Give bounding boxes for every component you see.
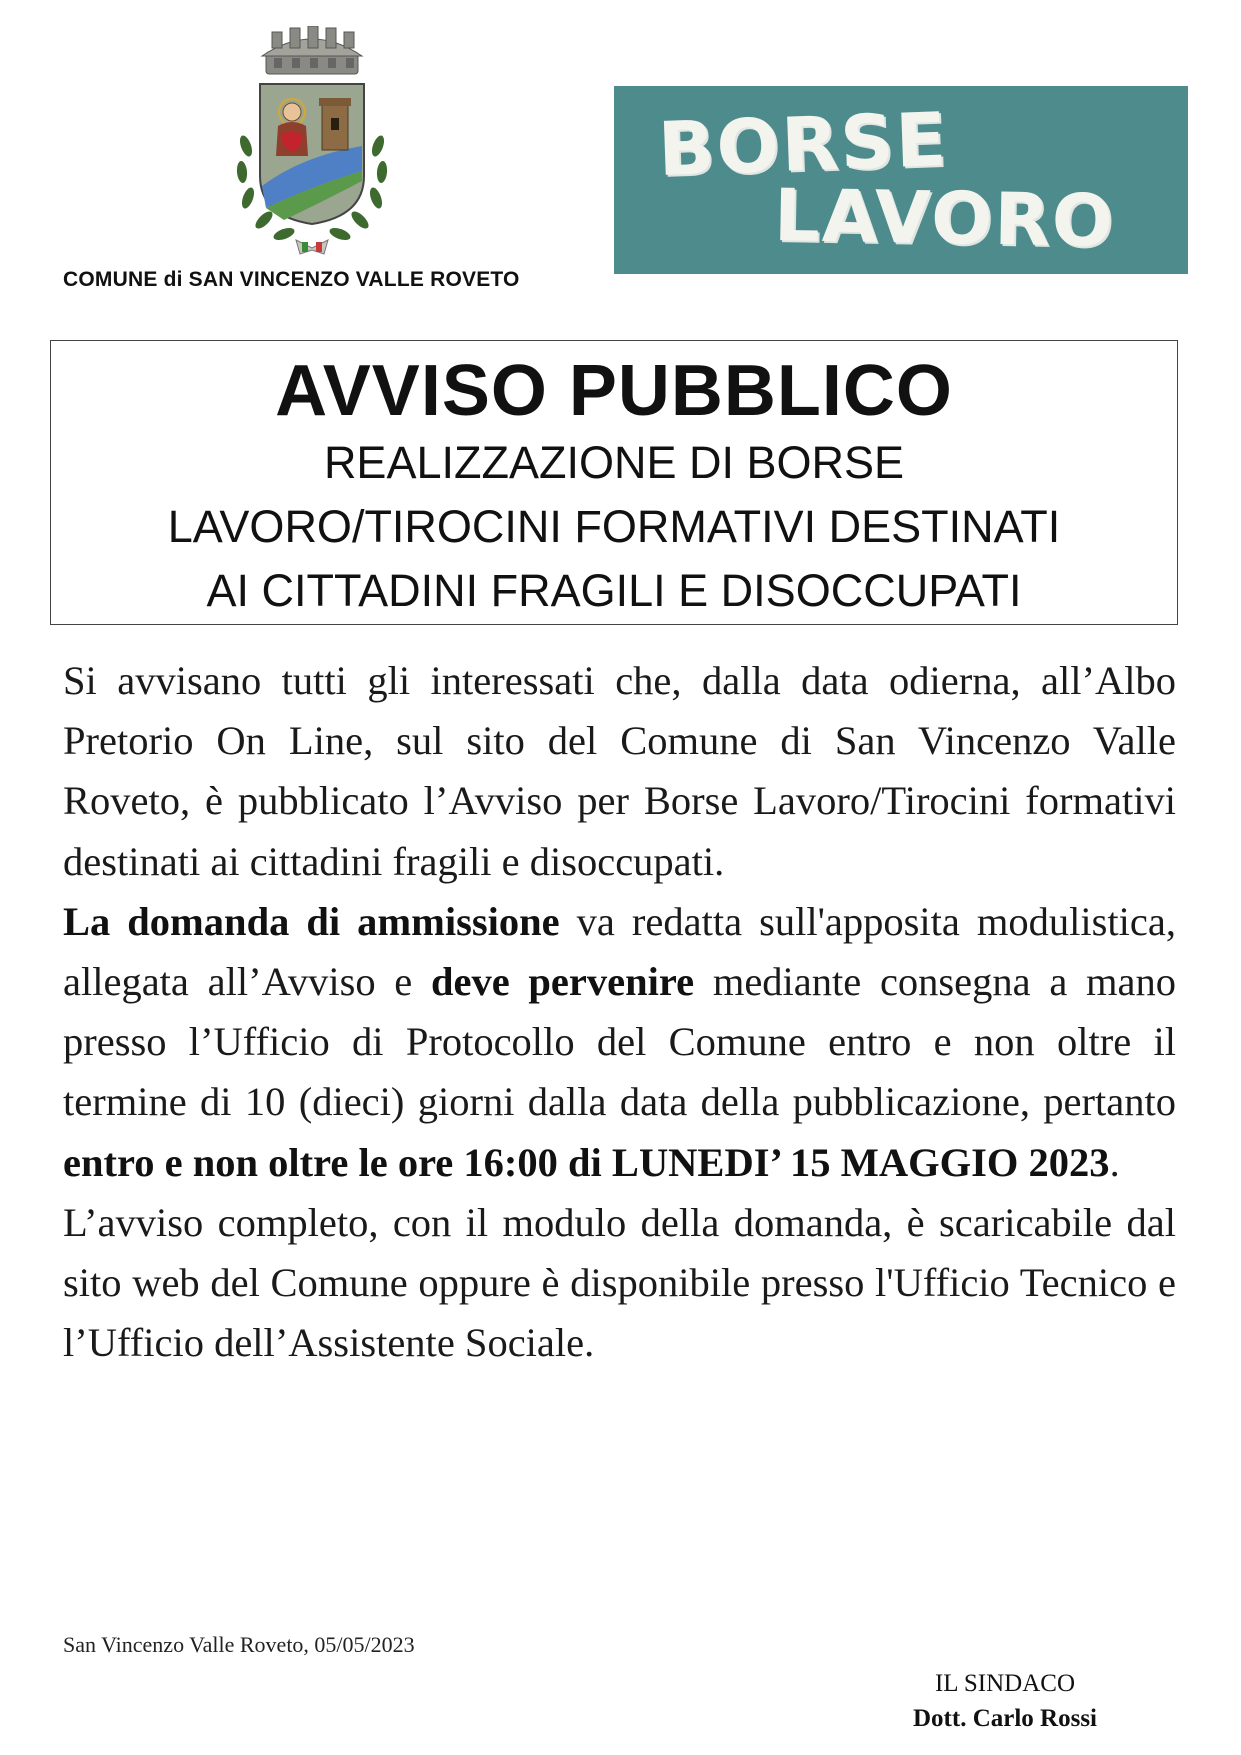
signature-block bbox=[880, 1666, 1130, 1736]
body-text-period: . bbox=[1109, 1139, 1120, 1185]
body-paragraph-2 bbox=[63, 892, 1176, 1193]
municipal-crest-icon bbox=[222, 26, 402, 258]
body-paragraph-1: Si avvisano tutti gli interessati che, dalla data odierna, all’Albo Pretorio On Line, sul sito del Comune di San Vincenzo Valle Roveto, è pubblicato l’Avviso per Borse Lavoro/Tirocini formativi destinati ai cittadini fragili e disoccupati. bbox=[63, 658, 1176, 884]
borse-lavoro-banner bbox=[614, 86, 1188, 274]
body-text-segment: va redatta sull'apposita modulistica, allegata all’Avviso e bbox=[63, 898, 1176, 1005]
notice-subtitle-line-3: AI CITTADINI FRAGILI E DISOCCUPATI bbox=[206, 565, 1022, 617]
body-bold-deadline: entro e non oltre le ore 16:00 di LUNEDI’ 15 MAGGIO 2023 bbox=[63, 1139, 1110, 1185]
notice-subtitle-line-2: LAVORO/TIROCINI FORMATIVI DESTINATI bbox=[167, 501, 1061, 553]
notice-title-box bbox=[50, 340, 1178, 625]
body-text-segment: mediante consegna a mano presso l’Ufficio di Protocollo del Comune entro e non oltre il termine di 10 (dieci) giorni dalla data della pubblicazione, pertanto bbox=[63, 959, 1176, 1125]
municipality-name: COMUNE di SAN VINCENZO VALLE ROVETO bbox=[63, 268, 520, 291]
signer-title: IL SINDACO bbox=[934, 1670, 1076, 1697]
body-bold-application: La domanda di ammissione bbox=[63, 898, 560, 944]
place-and-date: San Vincenzo Valle Roveto, 05/05/2023 bbox=[63, 1632, 415, 1657]
body-paragraph-3: L’avviso completo, con il modulo della domanda, è scaricabile dal sito web del Comune oppure è disponibile presso l'Ufficio Tecnico e l’Ufficio dell’Assistente Sociale. bbox=[63, 1199, 1176, 1366]
body-bold-must-arrive: deve pervenire bbox=[430, 959, 695, 1005]
notice-title: AVVISO PUBBLICO bbox=[275, 351, 953, 431]
notice-body bbox=[63, 651, 1176, 1373]
banner-line-2: LAVORO bbox=[773, 173, 1116, 263]
signer-name: Dott. Carlo Rossi bbox=[912, 1705, 1097, 1732]
banner-line-1: BORSE bbox=[656, 96, 950, 194]
notice-subtitle-line-1: REALIZZAZIONE DI BORSE bbox=[323, 436, 905, 488]
